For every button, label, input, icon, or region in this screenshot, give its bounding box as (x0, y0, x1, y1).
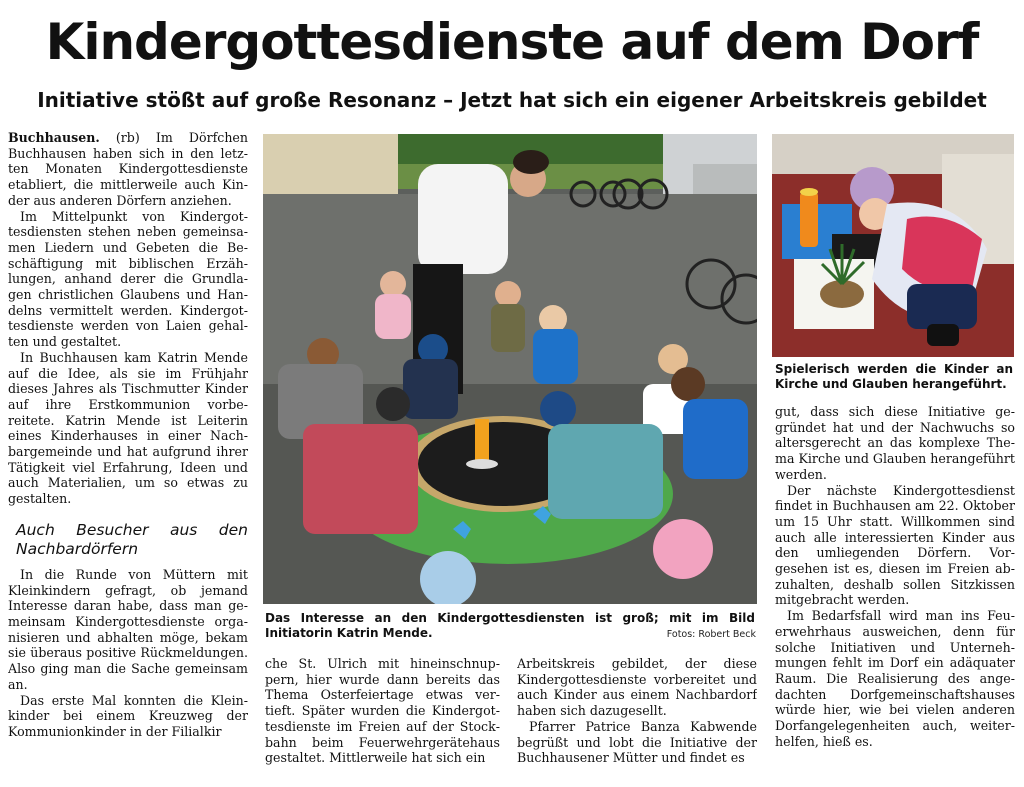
article-column-3 (517, 656, 757, 781)
main-photo-caption: Das Interesse an den Kindergottesdiensten ist groß; mit im Bild Initiatorin Katrin Mende. (265, 611, 755, 640)
paragraph: che St. Ulrich mit hineinschnuppern, hier wurde dann bereits das Thema Osterfeiertage etwas vertieft. Später wurden die Kindergottesdienste im Freien auf der Stockbahn beim Feuerwehrgerätehaus gestaltet. Mittlerweile hat sich ein (265, 656, 500, 766)
article-column-4 (775, 404, 1015, 784)
side-photo-illustration (772, 134, 1014, 357)
paragraph: Der nächste Kindergottesdienst findet in Buchhausen am 22. Oktober um 15 Uhr statt. Willkommen sind auch alle interessierten Kinder aus den umliegenden Dörfern. Vorgesehen ist es, diesen im Freien abzuhalten, deshalb sollen Sitzkissen mitgebracht werden. (775, 482, 1015, 608)
paragraph: In die Runde von Müttern mit Kleinkindern gefragt, ob jemand Interesse daran habe, dass man gemeinsam Kindergottesdienste organisieren und abhalten möge, bekam sie überaus positive Rückmeldungen. Also ging man die Sache gemeinsam an. (8, 566, 248, 692)
side-photo (772, 134, 1014, 357)
paragraph: Das erste Mal konnten die Kleinkinder bei einem Kreuzweg der Kommunionkinder in der Filialkir (8, 692, 248, 739)
article-column-1 (8, 130, 248, 780)
paragraph: Pfarrer Patrice Banza Kabwende begrüßt und lobt die Initiative der Buchhausener Mütter und findet es (517, 718, 757, 766)
paragraph: gut, dass sich diese Initiative gegründet hat und der Nachwuchs so altersgerecht an das komplexe Thema Kirche und Glauben herangeführt werden. (775, 404, 1015, 482)
side-photo-caption: Spielerisch werden die Kinder an Kirche und Glauben herangeführt. (775, 362, 1013, 391)
paragraph: Arbeitskreis gebildet, der diese Kindergottesdienste vorbereitet und auch Kinder aus einem Nachbardorf haben sich dazugesellt. (517, 656, 757, 719)
main-photo-illustration (263, 134, 757, 604)
paragraph: Im Mittelpunkt von Kindergottesdiensten stehen neben gemeinsamen Liedern und Gebeten die Beschäftigung mit biblischen Erzählungen, anhand derer die Grundlagen christlichen Glaubens und Handelns vermittelt werden. Kindergottesdienste werden von Laien gehalten und gestaltet. (8, 208, 248, 350)
photo-credit: Fotos: Robert Beck (666, 629, 756, 640)
paragraph-text: (rb) Im Dörfchen Buchhausen haben sich in den letzten Monaten Kindergottesdienste etabliert, die mittlerweile auch Kinder aus anderen Dörfern anziehen. (8, 130, 248, 208)
paragraph (8, 130, 248, 209)
headline: Kindergottesdienste auf dem Dorf (45, 13, 979, 71)
main-photo (263, 134, 757, 604)
paragraph: Im Bedarfsfall wird man ins Feuerwehrhaus ausweichen, denn für solche Initiativen und Unternehmungen fehlt im Dorf ein adäquater Raum. Die Realisierung des angedachten Dorfgemeinschaftshauses würde hier, wie bei vielen anderen Dorfangelegenheiten auch, weiterhelfen, hieß es. (775, 608, 1015, 749)
subheadline: Initiative stößt auf große Resonanz – Jetzt hat sich ein eigener Arbeitskreis gebildet (37, 88, 987, 112)
dateline: Buchhausen. (8, 130, 100, 145)
intertitle: Auch Besucher aus den Nachbardörfern (16, 520, 248, 558)
article-column-2 (265, 656, 500, 781)
paragraph: In Buchhausen kam Katrin Mende auf die Idee, als sie im Frühjahr dieses Jahres als Tischmutter Kinder auf ihre Erstkommunion vorbereitete. Katrin Mende ist Leiterin eines Kinderhauses in einer Nachbargemeinde und hat aufgrund ihrer Tätigkeit viel Erfahrung, Ideen und auch Materialien, um so etwas zu gestalten. (8, 349, 248, 507)
